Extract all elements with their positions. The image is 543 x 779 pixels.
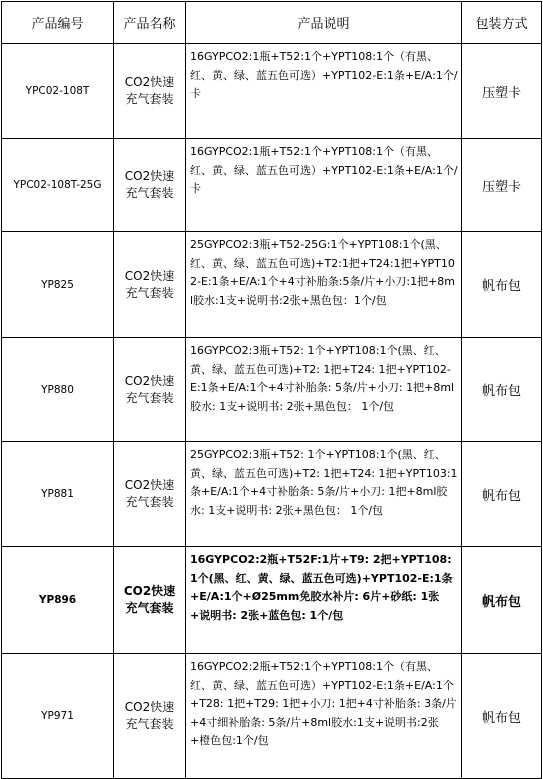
product-name [114, 654, 186, 779]
product-name-line: 充气套装 [125, 92, 174, 106]
product-name [114, 44, 186, 139]
product-name-line: 充气套装 [125, 601, 174, 615]
table-row [2, 139, 542, 232]
product-code: YP825 [2, 232, 114, 338]
packaging: 压塑卡 [462, 139, 542, 232]
product-description: 16GYPCO2:2瓶+T52:1个+YPT108:1个（有黑、红、黄、绿、蓝五色可选）+YPT102-E:1条+E/A:1个+T28: 1把+T29: 1把+小刀: 1把+4寸补胎条: 3条/片+4寸细补胎条: 5条/片+8ml胶水:1支+说明书:2张+橙色包:1个/包 [186, 654, 462, 779]
header-product-code: 产品编号 [2, 2, 114, 44]
product-description: 25GYPCO2:3瓶+T52: 1个+YPT108:1个(黑、红、黄、绿、蓝五色可选)+T2: 1把+T24: 1把+YPT103:1条+E/A:1个+4寸补胎条: 5条/片+小刀: 1把+8ml胶水: 1支+说明书: 2张+黑色包： 1个/包 [186, 442, 462, 547]
product-code: YP881 [2, 442, 114, 547]
product-name-line: CO2快速 [124, 700, 175, 714]
product-name-line: 充气套装 [125, 495, 174, 509]
packaging: 帆布包 [462, 654, 542, 779]
header-packaging: 包装方式 [462, 2, 542, 44]
table-row [2, 654, 542, 779]
product-name [114, 442, 186, 547]
product-description: 16GYPCO2:3瓶+T52: 1个+YPT108:1个(黑、红、黄、绿、蓝五色可选)+T2: 1把+T24: 1把+YPT102-E:1条+E/A:1个+4寸补胎条: 5条/片+小刀: 1把+8ml胶水: 1支+说明书: 2张+黑色包： 1个/包 [186, 338, 462, 442]
product-name-line: 充气套装 [125, 717, 174, 731]
product-name [114, 139, 186, 232]
product-name-line: CO2快速 [124, 478, 175, 492]
product-name-line: 充气套装 [125, 390, 174, 405]
packaging: 帆布包 [462, 442, 542, 547]
table-row [2, 232, 542, 338]
product-name [114, 232, 186, 338]
table-row [2, 547, 542, 654]
packaging: 帆布包 [462, 338, 542, 442]
table-row [2, 442, 542, 547]
product-name-line: CO2快速 [123, 584, 176, 598]
product-name [114, 338, 186, 442]
header-product-name: 产品名称 [114, 2, 186, 44]
product-name [114, 547, 186, 654]
product-name-line: CO2快速 [124, 373, 175, 388]
product-description: 16GYPCO2:2瓶+T52F:1片+T9: 2把+YPT108:1个(黑、红、黄、绿、蓝五色可选)+YPT102-E:1条+E/A:1个+Ø25mm免胶水补片: 6片+砂纸: 1张+说明书: 2张+蓝色包: 1个/包 [186, 547, 462, 654]
product-name-line: 充气套装 [125, 186, 174, 200]
product-code: YPC02-108T [2, 44, 114, 139]
product-code: YP896 [2, 547, 114, 654]
product-code: YPC02-108T-25G [2, 139, 114, 232]
packaging: 帆布包 [462, 232, 542, 338]
table-row [2, 44, 542, 139]
packaging: 帆布包 [462, 547, 542, 654]
packaging: 压塑卡 [462, 44, 542, 139]
header-row [2, 2, 542, 44]
product-name-line: CO2快速 [124, 268, 175, 283]
product-name-line: CO2快速 [124, 75, 175, 89]
product-name-line: 充气套装 [125, 285, 174, 300]
product-description: 16GYPCO2:1瓶+T52:1个+YPT108:1个（有黑、红、黄、绿、蓝五色可选）+YPT102-E:1条+E/A:1个/卡 [186, 139, 462, 232]
product-table [1, 1, 542, 779]
header-product-description: 产品说明 [186, 2, 462, 44]
product-name-line: CO2快速 [124, 169, 175, 183]
product-code: YP971 [2, 654, 114, 779]
table-row [2, 338, 542, 442]
product-description: 16GYPCO2:1瓶+T52:1个+YPT108:1个（有黑、红、黄、绿、蓝五色可选）+YPT102-E:1条+E/A:1个/卡 [186, 44, 462, 139]
product-code: YP880 [2, 338, 114, 442]
product-description: 25GYPCO2:3瓶+T52-25G:1个+YPT108:1个(黑、红、黄、绿、蓝五色可选)+T2:1把+T24:1把+YPT102-E:1条+E/A:1个+4寸补胎条:5条/片+小刀:1把+8ml胶水:1支+说明书:2张+黑色包：1个/包 [186, 232, 462, 338]
